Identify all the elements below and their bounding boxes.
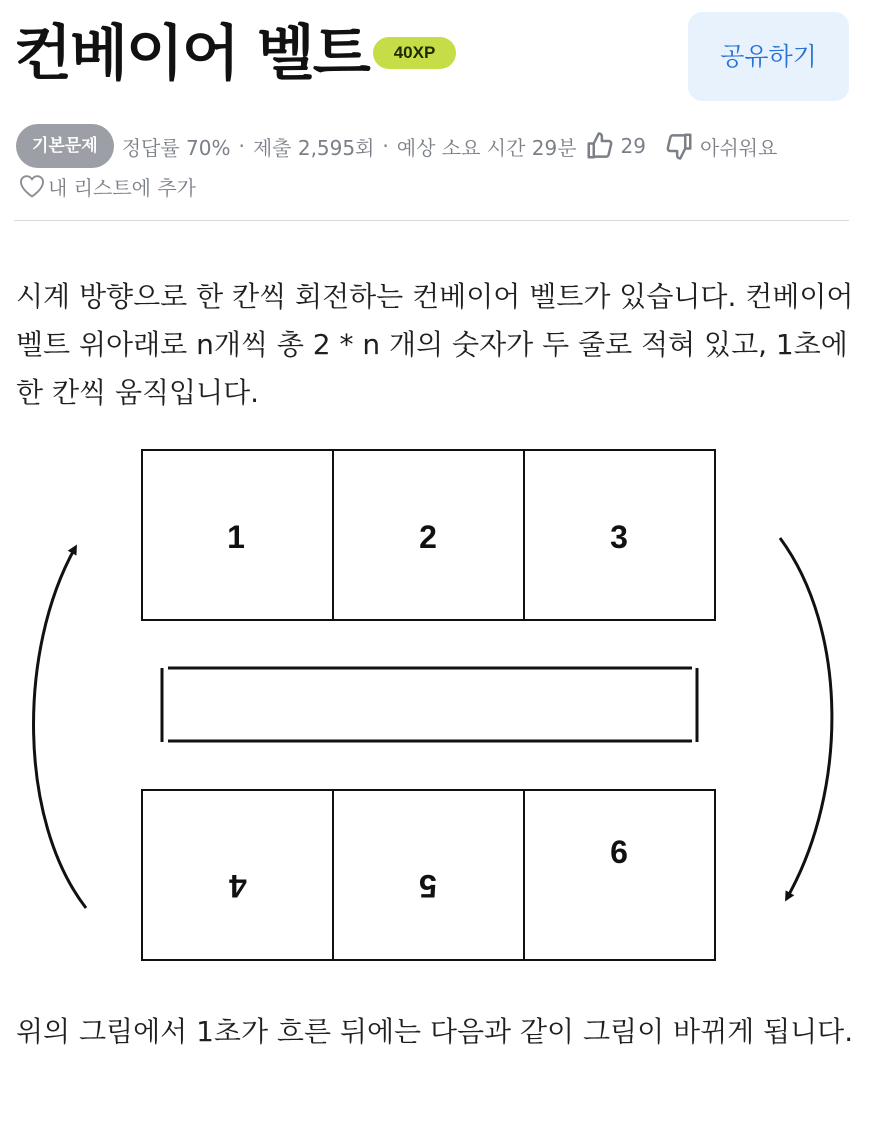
belt: [162, 668, 697, 742]
thumbs-up-icon: [585, 131, 615, 161]
like-button[interactable]: [585, 131, 664, 161]
meta-separator: ·: [238, 134, 245, 158]
bottom-cell-number: 6: [610, 834, 628, 870]
bottom-cell-number: 5: [419, 868, 437, 904]
top-cell-number: 3: [610, 519, 628, 555]
expected-time: 예상 소요 시간 29분: [396, 135, 577, 160]
top-cell-number: 1: [227, 519, 245, 555]
thumbs-down-icon: [664, 131, 694, 161]
problem-description-continued: 위의 그림에서 1초가 흐른 뒤에는 다음과 같이 그림이 바뀌게 됩니다.: [16, 1015, 854, 1048]
top-cell-number: 2: [419, 519, 437, 555]
like-count: 29: [620, 134, 646, 158]
heart-icon: [18, 173, 46, 199]
conveyor-belt-diagram: [0, 430, 873, 990]
problem-meta: [16, 124, 856, 204]
xp-badge: 40XP: [373, 37, 456, 69]
add-to-list-button[interactable]: [18, 172, 196, 201]
add-to-list-label: 내 리스트에 추가: [48, 175, 196, 200]
bottom-cell: [524, 790, 715, 960]
accuracy-rate: 정답률 70%: [121, 135, 231, 160]
level-badge: 기본문제: [16, 124, 114, 168]
page-title: 컨베이어 벨트: [14, 19, 369, 89]
rotation-arrow-left: [34, 548, 86, 908]
dislike-button[interactable]: [664, 131, 777, 161]
problem-description: 시계 방향으로 한 칸씩 회전하는 컨베이어 벨트가 있습니다. 컨베이어 벨트 위아래로 n개씩 총 2 * n 개의 숫자가 두 줄로 적혀 있고, 1초에 한 칸씩 움직입니다.: [16, 280, 854, 409]
dislike-label: 아쉬워요: [700, 135, 778, 160]
submission-count: 제출 2,595회: [252, 135, 375, 160]
rotation-arrow-right: [780, 538, 832, 898]
bottom-cell-number: 4: [229, 868, 247, 904]
meta-separator: ·: [382, 134, 389, 158]
share-button[interactable]: 공유하기: [688, 12, 849, 101]
divider: [14, 220, 849, 221]
